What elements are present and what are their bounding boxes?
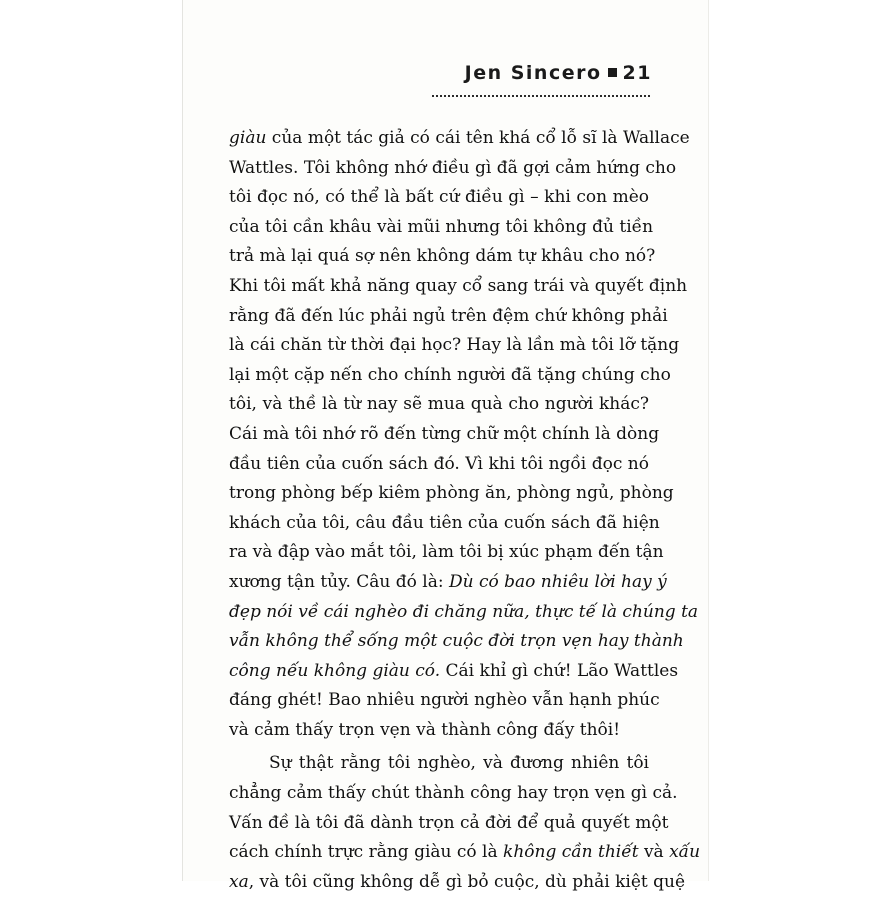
text-run: trả mà lại quá sợ nên không dám tự khâu cho nó? — [229, 246, 656, 267]
text-run: Sự thật rằng tôi nghèo, và đương nhiên tôi — [269, 753, 649, 774]
text-line — [229, 154, 677, 184]
text-run: của một tác giả có cái tên khá cổ lỗ sĩ là Wallace — [266, 128, 690, 148]
text-run: rằng đã đến lúc phải ngủ trên đệm chứ không phải — [229, 305, 668, 326]
text-run: trong phòng bếp kiêm phòng ăn, phòng ngủ, phòng — [229, 483, 674, 504]
italic-text: Dù có bao nhiêu lời hay ý — [448, 571, 667, 592]
italic-text: không cần thiết — [503, 842, 639, 863]
text-line — [229, 627, 684, 657]
text-line — [229, 479, 674, 509]
italic-text: vẫn không thể sống một cuộc đời trọn vẹn hay thành — [229, 631, 684, 652]
italic-text: đẹp nói về cái nghèo đi chăng nữa, thực tế là chúng ta — [229, 601, 699, 622]
text-run: chẳng cảm thấy chút thành công hay trọn vẹn gì cả. — [229, 783, 678, 804]
text-line — [229, 749, 649, 779]
italic-text: xa — [229, 871, 249, 892]
body-text — [229, 124, 701, 897]
italic-text: giàu — [229, 128, 267, 148]
text-run: và cảm thấy trọn vẹn và thành công đấy thôi! — [229, 719, 621, 740]
text-run: Cái mà tôi nhớ rõ đến từng chữ một chính là dòng — [229, 423, 660, 444]
text-line — [229, 124, 690, 154]
text-run: là cái chăn từ thời đại học? Hay là lần mà tôi lỡ tặng — [229, 335, 680, 356]
text-line — [229, 213, 654, 243]
text-line — [229, 686, 660, 716]
text-run: khách của tôi, câu đầu tiên của cuốn sách đã hiện — [229, 512, 660, 533]
paragraph-1 — [229, 124, 699, 745]
text-run: đáng ghét! Bao nhiêu người nghèo vẫn hạnh phúc — [229, 690, 660, 711]
text-run: , và tôi cũng không dễ gì bỏ cuộc, dù phải kiệt quệ — [248, 871, 686, 892]
text-run: và — [638, 842, 670, 863]
text-line — [229, 390, 649, 420]
text-line — [229, 272, 688, 302]
text-line — [229, 598, 699, 628]
text-line — [229, 420, 660, 450]
italic-text: xấu — [669, 842, 701, 863]
text-line — [229, 838, 701, 868]
square-bullet-icon — [608, 68, 617, 77]
text-run: của tôi cần khâu vài mũi nhưng tôi không đủ tiền — [229, 216, 654, 237]
text-line — [229, 302, 668, 332]
text-run: tôi đọc nó, có thể là bất cứ điều gì – khi con mèo — [229, 187, 649, 208]
text-line — [229, 868, 686, 897]
text-run: xương tận tủy. Câu đó là: — [229, 571, 449, 592]
author-name: Jen Sincero — [464, 62, 602, 84]
paragraph-2 — [229, 749, 701, 897]
text-line — [229, 183, 649, 213]
text-run: tôi, và thề là từ nay sẽ mua quà cho người khác? — [229, 394, 649, 415]
text-line — [229, 450, 649, 480]
text-line — [229, 657, 679, 687]
text-line — [229, 509, 660, 539]
text-line — [229, 716, 649, 746]
text-line — [229, 538, 664, 568]
text-run: Khi tôi mất khả năng quay cổ sang trái và quyết định — [229, 275, 688, 296]
text-run: ra và đập vào mắt tôi, làm tôi bị xúc phạm đến tận — [229, 542, 664, 563]
text-run: Wattles. Tôi không nhớ điều gì đã gợi cảm hứng cho — [229, 157, 677, 178]
text-line — [229, 779, 678, 809]
text-line — [229, 809, 669, 839]
text-run: đầu tiên của cuốn sách đó. Vì khi tôi ngồi đọc nó — [229, 453, 649, 474]
text-run: lại một cặp nến cho chính người đã tặng chúng cho — [229, 364, 671, 385]
text-run: Vấn đề là tôi đã dành trọn cả đời để quả quyết một — [229, 812, 669, 833]
page-number: 21 — [622, 62, 652, 84]
running-header — [432, 62, 652, 84]
header-dotted-rule — [432, 95, 650, 97]
text-run: cách chính trực rằng giàu có là — [229, 842, 504, 863]
text-line — [229, 242, 656, 272]
text-line — [229, 331, 680, 361]
italic-text: công nếu không giàu có. — [229, 660, 441, 681]
text-line — [229, 361, 671, 391]
text-line — [229, 568, 667, 598]
text-run: Cái khỉ gì chứ! Lão Wattles — [440, 660, 679, 681]
